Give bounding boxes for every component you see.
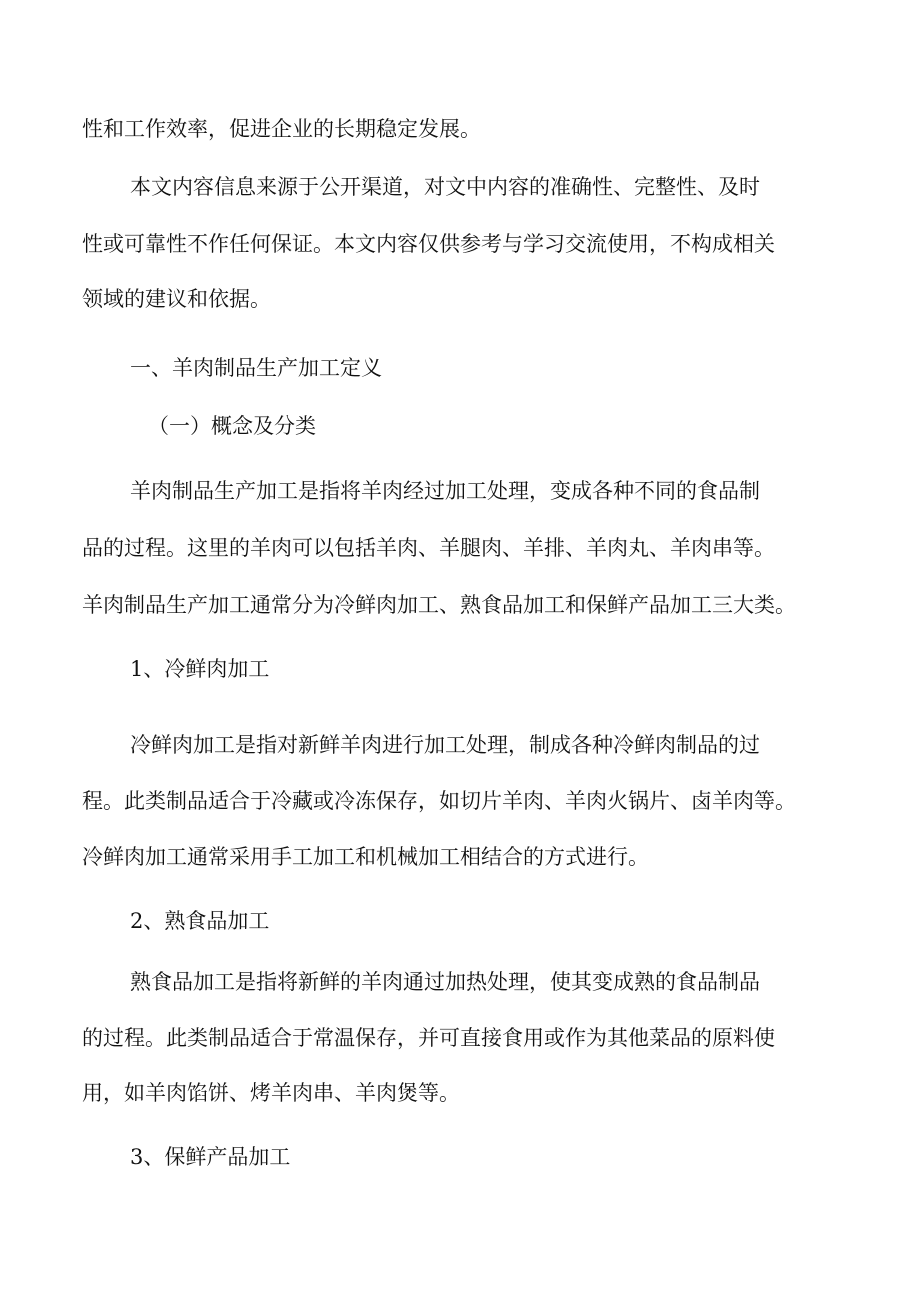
item-heading: 3、保鲜产品加工 — [130, 1145, 291, 1169]
paragraph-line: 品的过程。这里的羊肉可以包括羊肉、羊腿肉、羊排、羊肉丸、羊肉串等。 — [82, 536, 775, 560]
paragraph-line: 羊肉制品生产加工通常分为冷鲜肉加工、熟食品加工和保鲜产品加工三大类。 — [82, 593, 796, 617]
paragraph-line: 冷鲜肉加工是指对新鲜羊肉进行加工处理，制成各种冷鲜肉制品的过 — [130, 733, 760, 757]
subsection-heading: （一）概念及分类 — [148, 414, 316, 438]
paragraph-line: 本文内容信息来源于公开渠道，对文中内容的准确性、完整性、及时 — [130, 175, 760, 199]
paragraph-line: 性或可靠性不作任何保证。本文内容仅供参考与学习交流使用，不构成相关 — [82, 232, 775, 256]
paragraph-line: 程。此类制品适合于冷藏或冷冻保存，如切片羊肉、羊肉火锅片、卤羊肉等。 — [82, 789, 796, 813]
paragraph-line: 性和工作效率，促进企业的长期稳定发展。 — [82, 117, 481, 141]
paragraph-line: 羊肉制品生产加工是指将羊肉经过加工处理，变成各种不同的食品制 — [130, 479, 760, 503]
section-heading: 一、羊肉制品生产加工定义 — [130, 356, 382, 380]
paragraph-line: 领域的建议和依据。 — [82, 287, 271, 311]
paragraph-line: 熟食品加工是指将新鲜的羊肉通过加热处理，使其变成熟的食品制品 — [130, 970, 760, 994]
paragraph-line: 的过程。此类制品适合于常温保存，并可直接食用或作为其他菜品的原料使 — [82, 1026, 775, 1050]
paragraph-line: 冷鲜肉加工通常采用手工加工和机械加工相结合的方式进行。 — [82, 845, 649, 869]
item-heading: 1、冷鲜肉加工 — [130, 657, 270, 681]
paragraph-line: 用，如羊肉馅饼、烤羊肉串、羊肉煲等。 — [82, 1081, 460, 1105]
item-heading: 2、熟食品加工 — [130, 909, 270, 933]
